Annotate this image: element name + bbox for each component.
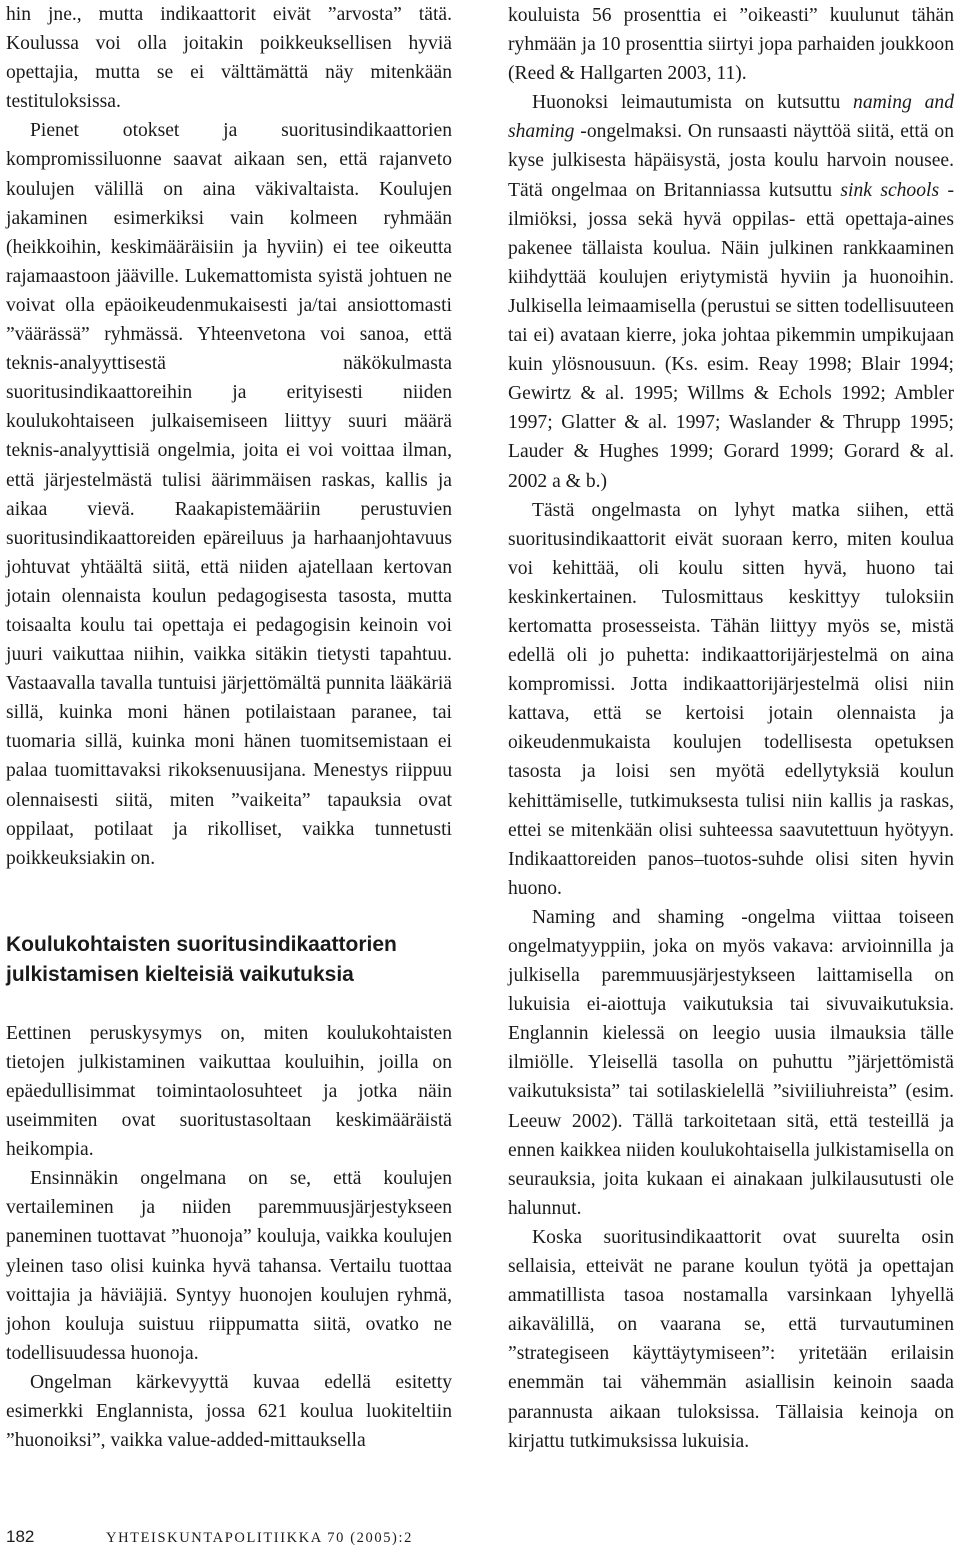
right-paragraph-2-part-a: Huonoksi leimautumista on kutsuttu: [532, 92, 854, 114]
left-paragraph-3: Eettinen peruskysymys on, miten koulukohtaisten tietojen julkistaminen vaikuttaa kouluihin, joilla on epäedullisimmat toimintaolosuhteet ja jotka näin useimmiten ovat suoritustasoltaan keskimääräistä heikompia.: [6, 1022, 452, 1161]
section-heading: Koulukohtaisten suoritusindikaattorien julkistamisen kielteisiä vaikutuksia: [6, 932, 397, 986]
right-paragraph-2-part-b: -ongelmaksi. On runsaasti näyttöä siitä, että on kyse julkisesta häpäisystä, josta koulu harvoin nousee. Tätä ongelmaa on Britanniassa kutsuttu: [508, 121, 954, 201]
right-paragraph-1: kouluista 56 prosenttia ei ”oikeasti” kuulunut tähän ryhmään ja 10 prosenttia siirtyi jopa parhaiden joukkoon (Reed & Hallgarten 2003, 11).: [508, 5, 954, 85]
right-paragraph-5: Koska suoritusindikaattorit ovat suurelta osin sellaisia, etteivät ne parane koulun työtä ja opettajan ammatillista tasoa nostamalla varsinkaan lyhyellä aikavälillä, on vaarana se, että turvautuminen ”strategiseen käyttäytymiseen”: yritetään erilaisin enemmän tai vähemmän asiallisin keinoin saada parannusta aikaan tuloksissa. Tällaisia keinoja on kirjattu tutkimuksissa lukuisia.: [508, 1226, 954, 1452]
term-naming-and-shaming: naming and shaming: [508, 92, 954, 143]
right-paragraph-2: [508, 88, 954, 495]
left-paragraph-5: Ongelman kärkevyyttä kuvaa edellä esitetty esimerkki Englannista, jossa 621 koulua luokiteltiin ”huonoiksi”, vaikka value-added-mittauksella: [6, 1371, 452, 1452]
right-column: [508, 1, 954, 1456]
journal-name: YHTEISKUNTAPOLITIIKKA 70 (2005):2: [106, 1530, 413, 1546]
term-sink-schools: sink schools: [840, 179, 940, 201]
right-paragraph-4: Naming and shaming -ongelma viittaa toiseen ongelmatyyppiin, joka on myös vakava: arvioinnilla ja julkisella paremmuusjärjestykseen laittamisella on lukuisia ei-aiottuja vaikutuksia tai sivuvaikutuksia. Englannin kielessä on leegio uusia ilmauksia tälle ilmiölle. Yleisellä tasolla on puhuttu ”järjettömistä vaikutuksista” tai sotilaskielellä ”siviiliuhreista” (esim. Leeuw 2002). Tällä tarkoitetaan sitä, että testeillä ja ennen kaikkea niiden koulukohtaisella julkistamisella on seurauksia, joita kukaan ei ainakaan julkilausutusti ole halunnut.: [508, 906, 954, 1219]
left-paragraph-2: Pienet otokset ja suoritusindikaattorien kompromissiluonne saavat aikaan sen, että rajanveto koulujen välillä on aina väkivaltaista. Koulujen jakaminen esimerkiksi vain kolmeen ryhmään (heikkoihin, keskimääräisiin ja hyviin) ei tee oikeutta rajamaastoon jääville. Lukemattomista syistä johtuen ne voivat olla epäoikeudenmukaisesti ja/tai ansiottomasti ”väärässä” ryhmässä. Yhteenvetona voi sanoa, että teknis-analyyttisestä näkökulmasta suoritusindikaattoreihin ja erityisesti niiden koulukohtaiseen julkaisemiseen liittyy suuri määrä teknis-analyyttisiä ongelmia, joita ei voi voittaa ilman, että järjestelmästä tulisi äärimmäisen raskas, kallis ja aikaa vievä. Raakapistemääriin perustuvien suoritusindikaattoreiden epäreiluus ja harhaanjohtavuus johtuvat yhtäältä siitä, että niiden ajatellaan kertovan jotain olennaista koulun pedagogisesta tasosta, mutta toisaalta koulu tai opettaja ei pedagogisin keinoin voi juuri vaikuttaa niihin, vaikka sitäkin tietysti tapahtuu. Vastaavalla tavalla tuntuisi järjettömältä punnita lääkäriä sillä, kuinka moni hänen potilaistaan paranee, tai tuomaria sillä, kuinka moni hänen tuomitsemistaan ei palaa tuomittavaksi rikoksenuusijana. Menestys riippuu olennaisesti siitä, miten ”vaikeita” tapauksia ovat oppilaat, potilaat ja rikolliset, vaikka tunnetusti poikkeuksiakin on.: [6, 120, 452, 869]
page-footer: [6, 1527, 413, 1547]
page-number: 182: [6, 1527, 35, 1546]
left-paragraph-4: Ensinnäkin ongelmana on se, että koulujen vertaileminen ja niiden paremmuusjärjestykseen paneminen tuottavat ”huonoja” kouluja, vaikka koulujen yleinen taso olisi kuinka hyvä tahansa. Vertailu tuottaa voittajia ja häviäjiä. Syntyy huonojen koulujen ryhmä, johon kouluja suistuu riippumatta siitä, ovatko ne todellisuudessa huonoja.: [6, 1168, 452, 1364]
left-column: [6, 0, 452, 1455]
left-paragraph-1: hin jne., mutta indikaattorit eivät ”arvosta” tätä. Koulussa voi olla joitakin poikkeuksellisen hyviä opettajia, mutta se ei välttämättä näy mitenkään testituloksissa.: [6, 4, 452, 113]
right-paragraph-3: Tästä ongelmasta on lyhyt matka siihen, että suoritusindikaattorit eivät suoraan kerro, miten koulua voi kehittää, oli koulu sitten hyvä, huono tai keskinkertainen. Tulosmittaus keskittyy tuloksiin kertomatta prosesseista. Tähän liittyy myös se, mistä edellä oli jo puhetta: indikaattorijärjestelmä on aina kompromissi. Jotta indikaattorijärjestelmä olisi niin kattava, että se kertoisi jotain olennaista ja oikeudenmukaista koulujen todellisesta opetuksen tasosta ja loisi sen myötä edellytyksiä koulun kehittämiselle, tutkimuksesta tulisi niin kallis ja raskas, ettei se mitenkään olisi suhteessa saavutettuun hyötyyn. Indikaattoreiden panos–tuotos-suhde olisi siten hyvin huono.: [508, 499, 954, 899]
right-paragraph-2-part-c: -ilmiöksi, jossa sekä hyvä oppilas- että opettaja-aines pakenee tällaista koulua. Näin julkinen rankkaaminen kiihdyttää koulujen eriytymistä hyviin ja huonoihin. Julkisella leimaamisella (perustui se sitten todellisuuteen tai ei) avataan kierre, joka johtaa pikemmin umpikujaan kuin ylösnousuun. (Ks. esim. Reay 1998; Blair 1994; Gewirtz & al. 1995; Willms & Echols 1992; Ambler 1997; Glatter & al. 1997; Waslander & Thrupp 1995; Lauder & Hughes 1999; Gorard 1999; Gorard & al. 2002 a & b.): [508, 179, 954, 492]
